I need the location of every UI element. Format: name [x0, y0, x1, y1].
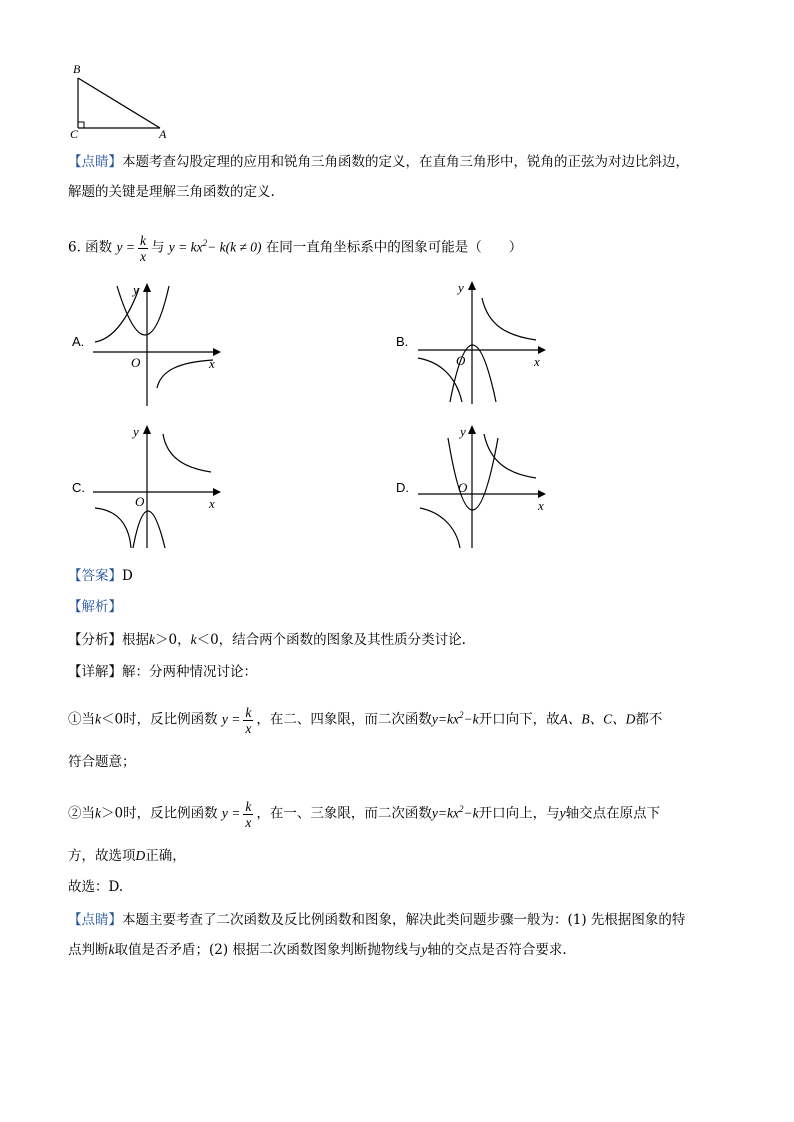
question-tail: 在同一直角坐标系中的图象可能是（ ）	[265, 239, 523, 256]
case-1-a: ①当	[68, 711, 95, 728]
comment-2-line-2a: 点判断	[68, 942, 109, 958]
option-c-x-label: x	[209, 496, 215, 511]
case-1-k: k	[95, 711, 101, 727]
comment-1-text-1: 本题考查勾股定理的应用和锐角三角函数的定义，在直角三角形中，锐角的正弦为对边比斜边，	[122, 154, 689, 170]
question-fraction-num: k	[139, 232, 146, 248]
case-1-d: 开口向下，故	[478, 711, 560, 728]
case-1-line-2-text: 符合题意；	[68, 754, 136, 770]
case-2-a: ②当	[68, 805, 95, 822]
option-a-y-label: y	[133, 282, 139, 297]
comment-2-text-1: 本题主要考查了二次函数及反比例函数和图象，解决此类问题步骤一般为：(1) 先根据图象的特	[122, 912, 686, 928]
case-1-quad2: −k	[463, 711, 479, 727]
case-1-opts: A、B、C、D	[559, 711, 636, 727]
option-b-origin: O	[456, 353, 466, 368]
analysis-line	[68, 597, 122, 617]
question-quad-tail: − k(k ≠ 0)	[207, 239, 262, 255]
comment-2-tag: 【点睛】	[68, 912, 122, 928]
case-1-c: ，在二、四象限，而二次函数	[256, 711, 432, 728]
question-fraction-den: x	[139, 248, 146, 264]
option-b-y-label: y	[458, 280, 464, 295]
right-triangle-figure	[60, 58, 190, 143]
comment-2-line-2y: y	[421, 942, 428, 957]
case-2-line-2a: 方，故选项	[68, 848, 136, 864]
question-y-eq: y =	[116, 239, 135, 255]
option-c-graph[interactable]	[85, 422, 225, 552]
case-2-quad: y=kx	[431, 805, 459, 821]
comment-1-tag: 【点睛】	[68, 154, 122, 170]
fenxi-k1: k	[149, 632, 155, 647]
comment-2-line-2k: k	[108, 942, 115, 957]
option-c-y-label: y	[133, 424, 139, 439]
comment-2-line-2	[68, 940, 567, 960]
xiangjie-tag: 【详解】	[68, 664, 122, 680]
option-d-graph[interactable]	[410, 422, 550, 552]
fenxi-p2: ＞0，	[155, 632, 191, 648]
question-quad: y = kx	[168, 239, 203, 255]
option-a-origin: O	[131, 355, 141, 370]
case-2-c: ，在一、三象限，而二次函数	[256, 805, 432, 822]
question-6	[68, 228, 522, 264]
case-1-fraction-den: x	[245, 720, 252, 736]
option-d-origin: O	[458, 480, 468, 495]
case-1-line-1	[68, 698, 662, 737]
answer-line	[68, 566, 133, 586]
case-2-line-2	[68, 846, 186, 866]
comment-2-line-2c: 轴的交点是否符合要求.	[427, 942, 567, 958]
case-2-e: 轴交点在原点下	[565, 805, 661, 822]
case-2-yv: y	[559, 805, 566, 821]
question-number: 6. 函数	[68, 239, 113, 256]
option-c-label[interactable]: C.	[72, 480, 85, 495]
case-2-quad-sup: 2	[458, 804, 464, 814]
case-1-y: y =	[221, 711, 241, 727]
option-a-graph[interactable]	[85, 280, 225, 410]
comment-1-line-1	[68, 152, 689, 172]
case-2-fraction	[243, 799, 253, 830]
option-b-label[interactable]: B.	[396, 334, 409, 349]
option-b-x-label: x	[534, 354, 540, 369]
case-1-fraction-num: k	[245, 704, 252, 720]
case-2-d: 开口向上，与	[478, 805, 560, 822]
fenxi-p3: ＜0，结合两个函数的图象及其性质分类讨论.	[196, 632, 466, 648]
fenxi-k2: k	[190, 632, 197, 647]
case-1-e: 都不	[635, 711, 663, 728]
fenxi-tag: 【分析】	[68, 632, 122, 648]
comment-1-line-2	[68, 182, 275, 202]
choice-text: 故选：D.	[68, 879, 124, 895]
comment-2-line-1	[68, 910, 685, 930]
case-1-quad: y=kx	[431, 711, 459, 727]
choice-line	[68, 877, 123, 897]
case-2-line-1	[68, 792, 660, 831]
fenxi-line	[68, 630, 466, 650]
vertex-label-c: C	[70, 127, 79, 141]
option-d-x-label: x	[538, 498, 544, 513]
answer-value: D	[122, 568, 133, 584]
option-d-y-label: y	[460, 424, 466, 439]
case-1-line-2	[68, 752, 136, 772]
option-a-label[interactable]: A.	[72, 334, 85, 349]
case-2-b: ＞0时，反比例函数	[101, 805, 218, 822]
answer-tag: 【答案】	[68, 568, 122, 584]
question-and: 与	[150, 239, 165, 256]
analysis-tag: 【解析】	[68, 599, 122, 615]
case-2-line-2d: D	[135, 848, 146, 863]
vertex-label-a: A	[159, 127, 167, 141]
case-2-line-2b: 正确，	[145, 848, 186, 864]
case-1-fraction	[243, 705, 253, 736]
case-2-k: k	[95, 805, 101, 821]
question-quad-sup: 2	[202, 238, 208, 248]
option-c-origin: O	[135, 494, 145, 509]
fenxi-p1: 根据	[122, 632, 149, 648]
xiangjie-text: 解：分两种情况讨论：	[122, 664, 257, 680]
xiangjie-line	[68, 662, 257, 682]
option-d-label[interactable]: D.	[396, 480, 409, 495]
case-1-quad-sup: 2	[458, 710, 464, 720]
vertex-label-b: B	[73, 62, 81, 76]
option-a-x-label: x	[209, 356, 215, 371]
comment-1-text-2: 解题的关键是理解三角函数的定义.	[68, 184, 275, 200]
question-fraction	[138, 233, 148, 264]
option-b-graph[interactable]	[410, 278, 550, 408]
case-2-fraction-den: x	[245, 814, 252, 830]
case-2-y: y =	[221, 805, 241, 821]
comment-2-line-2b: 取值是否矛盾；(2) 根据二次函数图象判断抛物线与	[114, 942, 422, 958]
case-2-quad2: −k	[463, 805, 479, 821]
case-1-b: ＜0时，反比例函数	[101, 711, 218, 728]
case-2-fraction-num: k	[245, 798, 252, 814]
